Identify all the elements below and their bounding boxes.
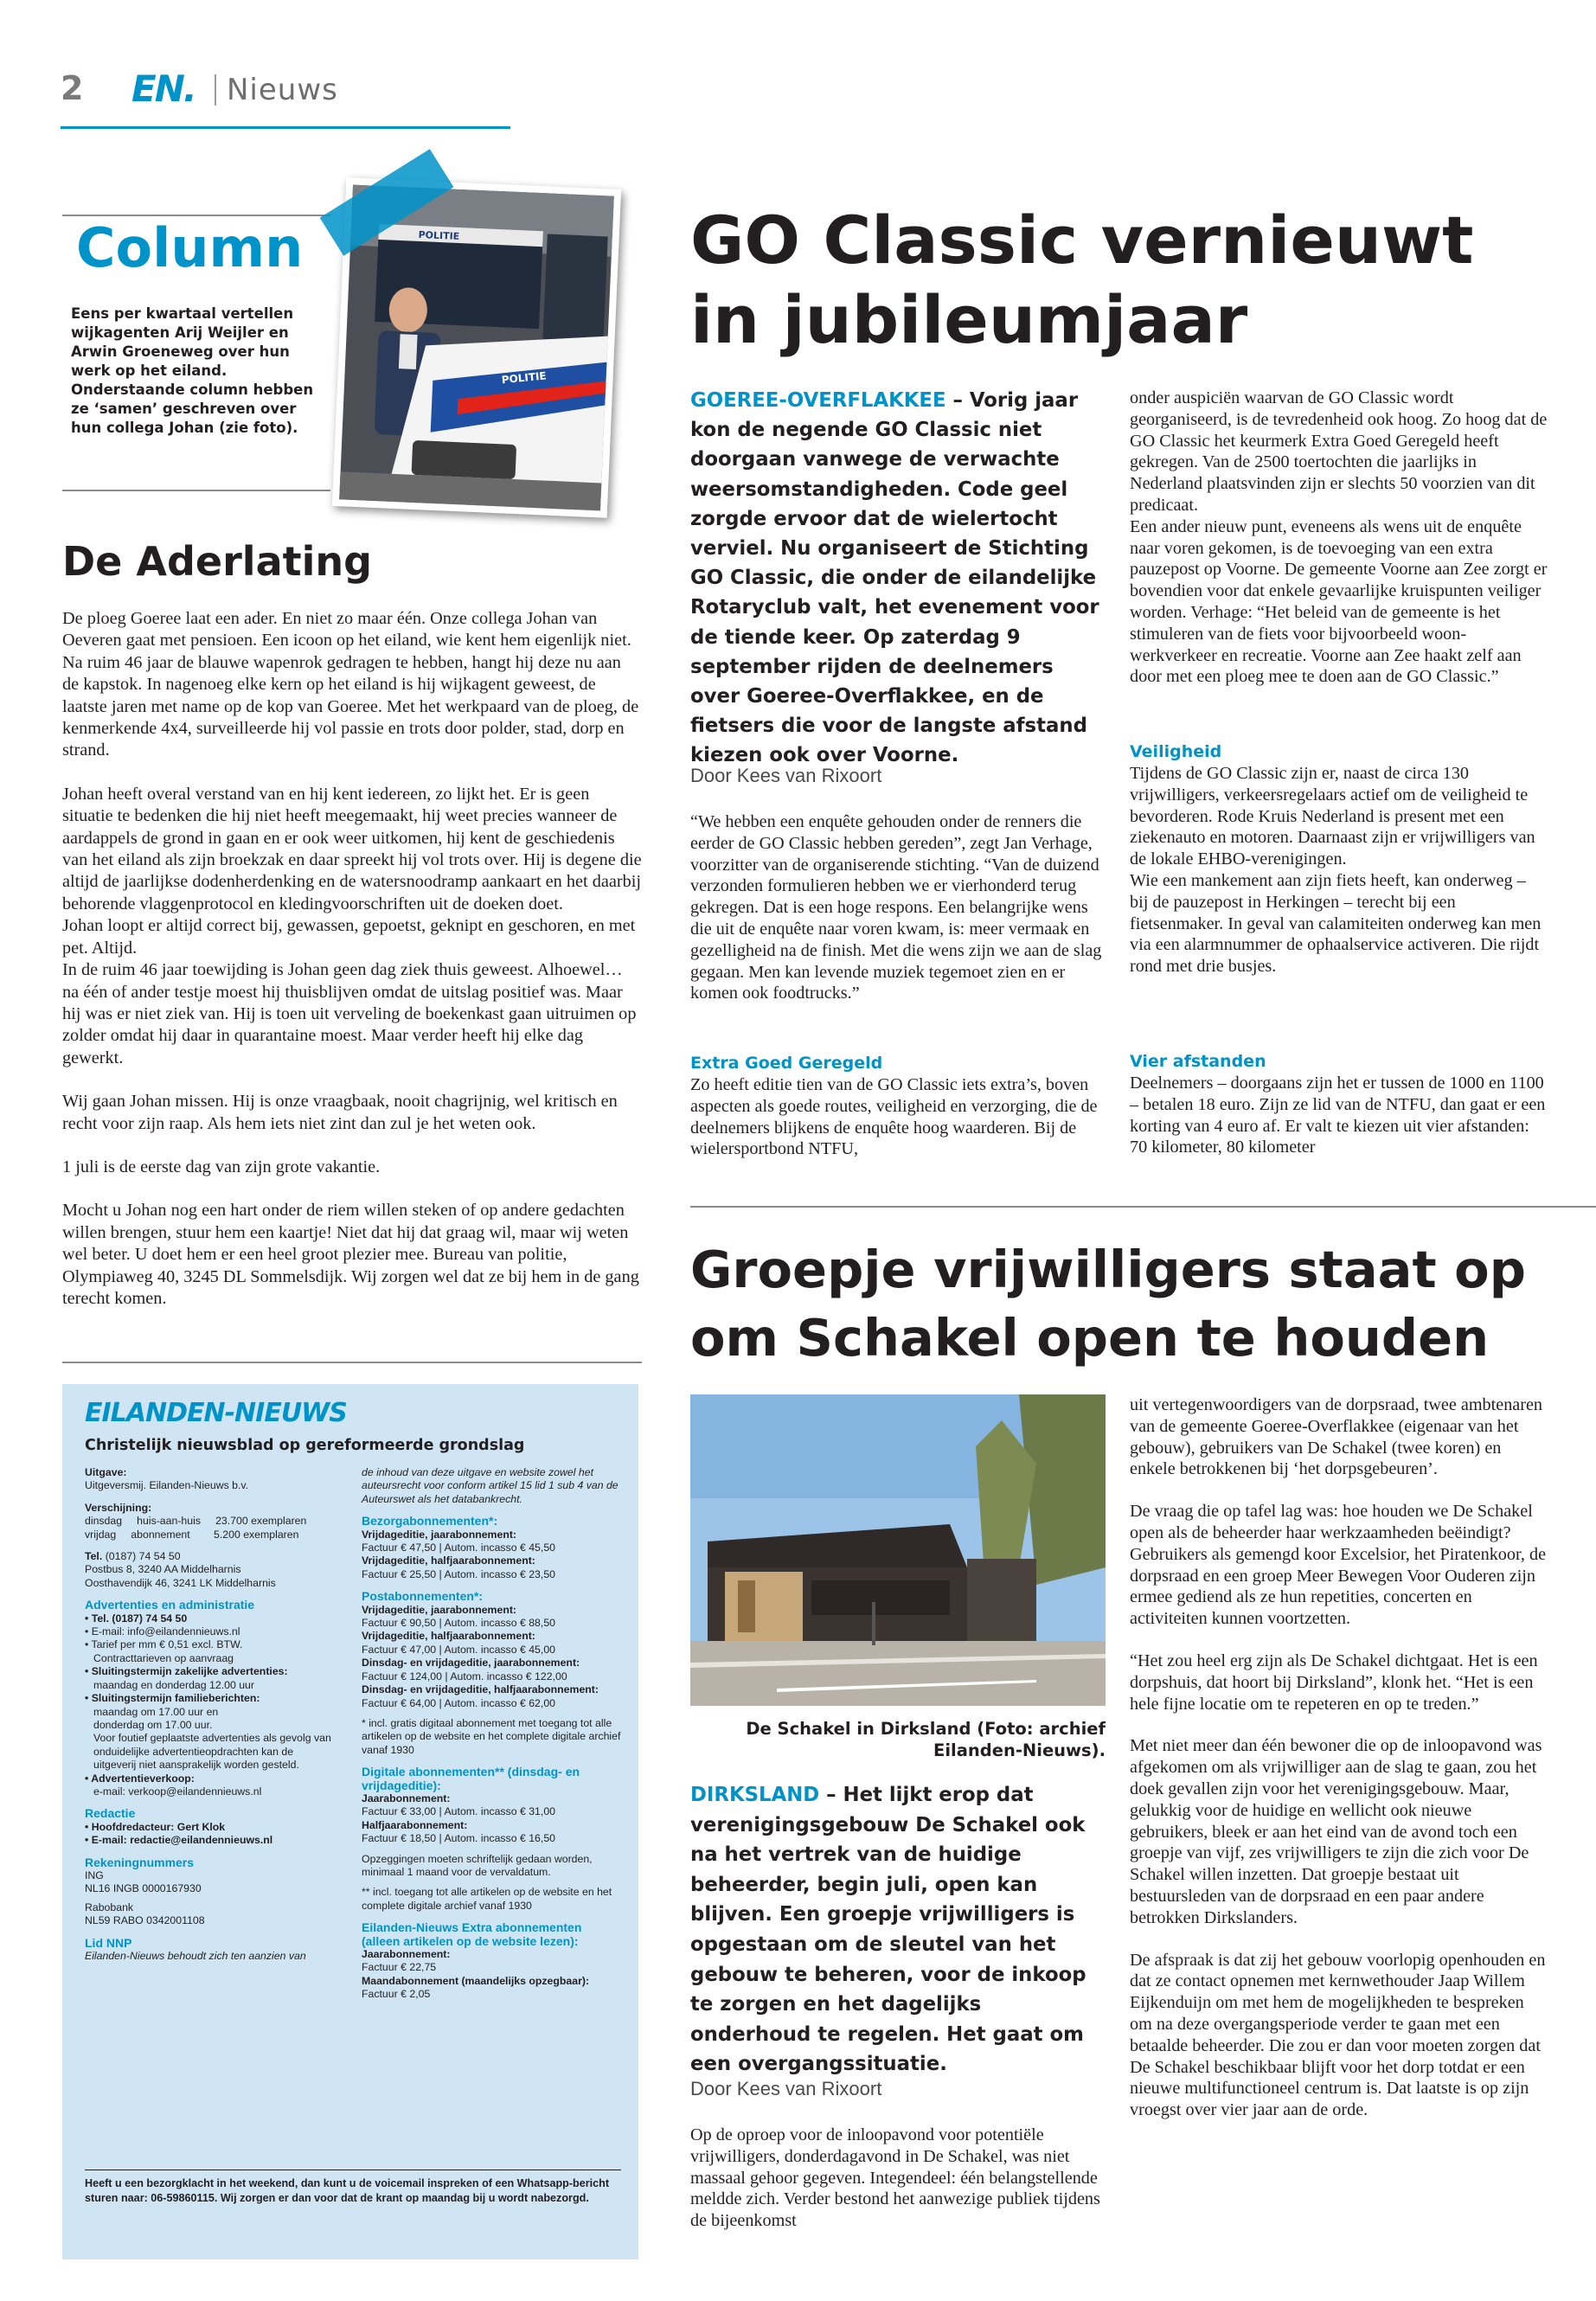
colophon-left-column	[85, 1466, 336, 1963]
schakel-byline: Door Kees van Rixoort	[690, 2078, 882, 2099]
colophon-heading: Lid NNP	[85, 1935, 132, 1950]
colophon-item: • Hoofdredacteur: Gert Klok	[85, 1820, 226, 1833]
go-classic-body-right	[1130, 388, 1548, 688]
go-classic-subheading: Extra Goed Geregeld	[690, 1054, 883, 1073]
colophon-text: (0187) 74 54 50	[105, 1550, 181, 1563]
colophon-footer: Heeft u een bezorgklacht in het weekend, dan kunt u de voicemail inspreken of een Whatsapp-bericht sturen naar: 06-59860115. Wij zorgen er dan voor dat de krant op maandag bij u wordt nabezorgd.	[85, 2177, 610, 2204]
colophon-item: Factuur € 25,50 | Autom. incasso € 23,50	[362, 1567, 555, 1580]
colophon-label: Tel.	[85, 1550, 103, 1563]
colophon-item: • E-mail: info@eilandennieuws.nl	[85, 1625, 240, 1638]
colophon-text: ** incl. toegang tot alle artikelen op de website en het complete digitale archief vanaf 1930	[362, 1886, 612, 1912]
colophon-heading: Advertenties en administratie	[85, 1598, 255, 1612]
go-classic-paragraph: Tijdens de GO Classic zijn er, naast de circa 130 vrijwilligers, verkeersregelaars actief om de veiligheid te bevorderen. Rode Kruis Nederland is present met een ziekenauto en motoren. Daarnaast zijn er vrijwilligers van de lokale EHBO-verenigingen.	[1130, 764, 1535, 869]
colophon-text: Opzeggingen moeten schriftelijk gedaan worden, minimaal 1 maand voor de vervaldatum.	[362, 1852, 593, 1878]
colophon-item: Vrijdageditie, jaarabonnement:	[362, 1603, 517, 1616]
colophon-item: Voor foutief geplaatste advertenties als gevolg van onduidelijke advertentieopdrachten kan de uitgeverij niet aansprakelijk worden gesteld.	[93, 1732, 331, 1772]
go-classic-body: “We hebben een enquête gehouden onder de renners die eerder de GO Classic hebben gereden”, zegt Jan Verhage, voorzitter van de organiserende stichting. “Van de duizend verzonden formulieren hebben we er vierhonderd terug gekregen. Dat is een hoge respons. Een belangrijke wens die uit de enquête naar voren kwam, is: meer vermaak en gezelligheid na de finish. Met die wens zijn we aan de slag gegaan. Men kan levende muziek tegemoet zien en er komen ook foodtrucks.”	[690, 812, 1102, 1003]
colophon-heading: Eilanden-Nieuws Extra abonnementen (alleen artikelen op de website lezen):	[362, 1920, 582, 1948]
colophon-heading: Bezorgabonnementen*:	[362, 1514, 498, 1529]
column-paragraph: Johan heeft overal verstand van en hij kent iedereen, zo lijkt het. Er is geen situatie te bedenken die hij niet heeft meegemaakt, hij weet precies wanneer de aardappels de grond in gaan en er ook weer uitkomen, hij kent de geschiedenis van het eiland als zijn broekzak en daar spreekt hij vol trots over. Hij is degene die altijd de jaarlijkse dodenherdenking en de watersnoodramp aankaart en het daarbij behorende vlaggenprotocol en kledingvoorschriften uit de doeken doet.	[62, 784, 642, 913]
colophon-item: Halfjaarabonnement:	[362, 1818, 468, 1831]
go-classic-paragraph: Een ander nieuw punt, eveneens als wens uit de enquête naar voren gekomen, is de toevoeging van een extra pauzepost op Voorne. De gemeente Voorne aan Zee zorgt er bovendien voor dat enkele gevaarlijke kruispunten veiliger worden. Verhage: “Het beleid van de gemeente is het stimuleren van de fiets voor bijvoorbeeld woon-werkverkeer en recreatie. Voorne aan Zee haakt zelf aan door met een ploeg mee te doen aan de GO Classic.”	[1130, 516, 1548, 687]
column-headline: De Aderlating	[62, 538, 373, 585]
colophon-label: Uitgave:	[85, 1466, 127, 1478]
colophon-item: Factuur € 64,00 | Autom. incasso € 62,00	[362, 1696, 555, 1709]
section-label: Nieuws	[227, 73, 338, 107]
colophon-item: maandag en donderdag 12.00 uur	[93, 1678, 254, 1691]
colophon-item: Dinsdag- en vrijdageditie, halfjaarabonnement:	[362, 1683, 599, 1696]
schakel-lead-text: – Het lijkt erop dat verenigingsgebouw De Schakel ook na het vertrek van de huidige beheerder, begin juli, open kan blijven. Een groepje vrijwilligers is opgestaan om de sleutel van het gebouw te beheren, voor de inkoop te zorgen en het dagelijks onderhoud te regelen. Het gaat om een overgangssituatie.	[690, 1784, 1086, 2076]
colophon-item: • Sluitingstermijn familieberichten:	[85, 1692, 260, 1705]
colophon-label: Verschijning:	[85, 1501, 152, 1514]
colophon-item: Jaarabonnement:	[362, 1791, 451, 1804]
colophon-item: Factuur € 18,50 | Autom. incasso € 16,50	[362, 1832, 555, 1845]
colophon-item: Factuur € 47,50 | Autom. incasso € 45,50	[362, 1541, 555, 1554]
colophon-text: Postbus 8, 3240 AA Middelharnis	[85, 1563, 241, 1576]
schakel-paragraph: De afspraak is dat zij het gebouw voorlopig openhouden en dat ze contact opnemen met kernwethouder Jaap Willem Eijkenduijn om met hem de mogelijkheden te bespreken om na deze overgangsperiode verder te gaan met een betaalde beheerder. Die zou er dan voor moeten zorgen dat De Schakel beschikbaar blijft voor het dorp totdat er een nieuwe multifunctioneel centrum is. Dat laatste is op zijn vroegst over vier jaar aan de orde.	[1130, 1950, 1546, 2120]
column-divider	[62, 1362, 642, 1363]
colophon-item: • Advertentieverkoop:	[85, 1772, 195, 1785]
column-paragraph: De ploeg Goeree laat een ader. En niet zo maar één. Onze collega Johan van Oeveren gaat met pensioen. Een icoon op het eiland, wie kent hem eigenlijk niet. Na ruim 46 jaar de blauwe wapenrok gedragen te hebben, hangt hij deze nu aan de kapstok. In nagenoeg elke kern op het eiland is hij wijkagent geweest, de laatste jaren met name op de kop van Goeree. Met het werkpaard van de ploeg, de kenmerkende 4x4, surveilleerde hij vol passie en trots door polder, stad, dorp en strand.	[62, 609, 639, 760]
go-classic-body: Zo heeft editie tien van de GO Classic iets extra’s, boven aspecten als goede routes, veiligheid en verzorging, die de deelnemers blijkens de enquête hoog waarderen. Bij de wielersportbond NTFU,	[690, 1075, 1098, 1159]
schakel-paragraph: De vraag die op tafel lag was: hoe houden we De Schakel open als de beheerder haar werkzaamheden beëindigt? Gebruikers als gemengd koor Excelsior, het Piratenkoor, de dorpsraad en een groep Meer Bewegen Voor Ouderen zijn ermee gediend als ze hun repetities, concerten en activiteiten kunnen voortzetten.	[1130, 1502, 1547, 1629]
article-divider	[690, 1206, 1596, 1208]
masthead-separator	[215, 74, 216, 106]
schakel-paragraph: “Het zou heel erg zijn als De Schakel dichtgaat. Het is een dorpshuis, dat hoort bij Dirksland”, klonk het. “Het is een hele fijne locatie om te repeteren en op te treden.”	[1130, 1650, 1538, 1714]
go-classic-paragraph: Wie een mankement aan zijn fiets heeft, kan onderweg – bij de pauzepost in Herkingen – terecht bij een fietsenmaker. In geval van calamiteiten onderweg kan men via een alarmnummer de ophaalservice activeren. Die rijdt rond met drie busjes.	[1130, 870, 1542, 977]
colophon-item: • Tel. (0187) 74 54 50	[85, 1612, 188, 1625]
go-classic-dateline: GOEREE-OVERFLAKKEE	[690, 389, 946, 412]
column-intro: Eens per kwartaal vertellen wijkagenten Arij Weijler en Arwin Groeneweg over hun werk op het eiland. Onderstaande column hebben ze ‘samen’ geschreven over hun collega Johan (zie foto).	[71, 305, 314, 436]
column-paragraph: Wij gaan Johan missen. Hij is onze vraagbaak, nooit chagrijnig, wel kritisch en recht voor zijn raap. Als hem iets niet zint dan zul je het weten ook.	[62, 1092, 618, 1133]
colophon-subtitle: Christelijk nieuwsblad op gereformeerde grondslag	[85, 1437, 525, 1454]
colophon-item: Dinsdag- en vrijdageditie, jaarabonnement:	[362, 1657, 580, 1670]
colophon-item: Rabobank	[85, 1900, 134, 1913]
colophon-item: Factuur € 33,00 | Autom. incasso € 31,00	[362, 1805, 555, 1818]
schakel-photo	[690, 1394, 1106, 1706]
colophon-item: donderdag om 17.00 uur.	[93, 1718, 213, 1731]
colophon-item: • Sluitingstermijn zakelijke advertenties:	[85, 1665, 288, 1678]
schakel-dateline: DIRKSLAND	[690, 1784, 820, 1806]
en-logo: EN.	[131, 67, 195, 110]
colophon-logo: EILANDEN-NIEUWS	[85, 1398, 347, 1428]
schakel-lead	[690, 1780, 1106, 2080]
colophon-item: ING	[85, 1868, 104, 1881]
column-paragraph: Mocht u Johan nog een hart onder de riem willen steken of op andere gedachten willen brengen, stuur hem een kaartje! Niet dat hij dat graag wil, maar wij weten wel beter. U doet hem er een heel groot plezier mee. Bureau van politie, Olympiaweg 40, 3245 DL Sommelsdijk. Wij zorgen wel dat ze bij hem in de gang terecht komen.	[62, 1201, 639, 1308]
colophon-item: Factuur € 22,75	[362, 1961, 437, 1974]
colophon-right-column	[362, 1466, 621, 2002]
colophon-item: e-mail: verkoop@eilandennieuws.nl	[93, 1785, 262, 1798]
colophon-item: Maandabonnement (maandelijks opzegbaar):	[362, 1974, 590, 1987]
masthead-rule	[61, 126, 510, 129]
photo-sign-text: POLITIE	[418, 228, 460, 243]
schakel-body-right	[1130, 1394, 1548, 2121]
go-classic-lead	[690, 386, 1104, 771]
go-classic-headline: GO Classic vernieuwt in jubileumjaar	[690, 202, 1474, 358]
go-classic-byline: Door Kees van Rixoort	[690, 765, 882, 786]
colophon-item: Jaarabonnement:	[362, 1948, 451, 1960]
go-classic-subheading: Veiligheid	[1130, 742, 1222, 761]
go-classic-body-right	[1130, 763, 1548, 977]
column-body	[62, 608, 642, 1310]
colophon-text: de inhoud van deze uitgave en website zowel het auteursrecht voor conform artikel 15 lid 1 sub 4 van de Auteurswet als het databankrecht.	[362, 1466, 619, 1505]
building-photo-illustration	[690, 1394, 1106, 1706]
colophon-item: Factuur € 47,00 | Autom. incasso € 45,00	[362, 1643, 555, 1656]
colophon-text: Eilanden-Nieuws behoudt zich ten aanzien van	[85, 1950, 306, 1962]
column-paragraph: Johan loopt er altijd correct bij, gewassen, gepoetst, geknipt en geschoren, en met pet. Altijd.	[62, 916, 636, 958]
colophon-heading: Postabonnementen*:	[362, 1589, 484, 1604]
colophon-item: NL16 INGB 0000167930	[85, 1882, 202, 1895]
schakel-headline: Groepje vrijwilligers staat op om Schakel open te houden	[690, 1240, 1526, 1368]
go-classic-subheading: Vier afstanden	[1130, 1052, 1266, 1071]
colophon-item: Vrijdageditie, jaarabonnement:	[362, 1528, 517, 1541]
schakel-paragraph: Met niet meer dan één bewoner die op de inloopavond was afgekomen om als vrijwilliger aan de slag te gaan, zou het doek gevallen zijn voor het verenigingsgebouw. Maar, gelukkig voor de huidige en wellicht ook nieuwe gebruikers, bleek er aan het eind van de avond toch een groepje van vijf, zes vrijwilligers te zijn die zich voor De Schakel willen inzetten. Dat groepje bestaat uit bestuursleden van de dorpsraad en een paar andere betrokken Dirkslanders.	[1130, 1736, 1542, 1927]
colophon-text: Oosthavendijk 46, 3241 LK Middelharnis	[85, 1576, 276, 1589]
colophon-text: dinsdag huis-aan-huis 23.700 exemplaren	[85, 1515, 307, 1528]
schakel-photo-caption: De Schakel in Dirksland (Foto: archief Eilanden-Nieuws).	[746, 1719, 1106, 1760]
colophon-item: • E-mail: redactie@eilandennieuws.nl	[85, 1834, 273, 1847]
colophon-item: Contracttarieven op aanvraag	[93, 1651, 234, 1664]
column-paragraph: 1 juli is de eerste dag van zijn grote vakantie.	[62, 1157, 381, 1176]
schakel-body: Op de oproep voor de inloopavond voor potentiële vrijwilligers, donderdagavond in De Schakel, was niet massaal gehoor gegeven. Integendeel: één belangstellende meldde zich. Verder bestond het aanwezige publiek tijdens de bijeenkomst	[690, 2125, 1100, 2231]
colophon-item: Factuur € 2,05	[362, 1988, 431, 2001]
go-classic-lead-text: – Vorig jaar kon de negende GO Classic niet doorgaan vanwege de verwachte weersomstandigheden. Code geel zorgde ervoor dat de wielertocht verviel. Nu organiseert de Stichting GO Classic, die onder de eilandelijke Rotaryclub valt, het evenement voor de tiende keer. Op zaterdag 9 september rijden de deelnemers over Goeree-Overflakkee, en de fietsers die voor de langste afstand kiezen ook over Voorne.	[690, 389, 1099, 767]
colophon-heading: Digitale abonnementen** (dinsdag- en vrijdageditie):	[362, 1765, 580, 1792]
column-title: Column	[76, 216, 304, 279]
go-classic-paragraph: onder auspiciën waarvan de GO Classic wordt georganiseerd, is de tevredenheid ook hoog. Zo hoog dat de GO Classic het keurmerk Extra Goed Geregeld heeft gekregen. Van de 2500 toertochten die jaarlijks in Nederland plaatsvinden zijn er slechts 50 voorzien van dit predicaat.	[1130, 388, 1548, 515]
colophon-heading: Redactie	[85, 1806, 136, 1821]
colophon-item: • Tarief per mm € 0,51 excl. BTW.	[85, 1638, 243, 1651]
colophon-text: vrijdag abonnement 5.200 exemplaren	[85, 1528, 299, 1541]
colophon-item: Vrijdageditie, halfjaarabonnement:	[362, 1554, 535, 1567]
colophon-item: maandag om 17.00 uur en	[93, 1705, 219, 1718]
colophon-item: Factuur € 90,50 | Autom. incasso € 88,50	[362, 1617, 555, 1630]
photo-car-text: POLITIE	[501, 369, 548, 387]
go-classic-body-right: Deelnemers – doorgaans zijn het er tussen de 1000 en 1100 – betalen 18 euro. Zijn ze lid van de NTFU, dan gaat er een korting van 4 euro af. Er valt te kiezen uit vier afstanden: 70 kilometer, 80 kilometer	[1130, 1074, 1546, 1157]
column-paragraph: In de ruim 46 jaar toewijding is Johan geen dag ziek thuis geweest. Alhoewel… na één of ander testje moest hij thuisblijven omdat de uitslag positief was. Maar hij was er niet ziek van. Hij is toen uit verveling de boekenkast gaan uitruimen op zolder omdat hij daar in quarantaine moest. Maar verder heeft hij elke dag gewerkt.	[62, 960, 637, 1067]
colophon-item: Vrijdageditie, halfjaarabonnement:	[362, 1630, 535, 1643]
page-number: 2	[61, 69, 84, 107]
colophon-heading: Rekeningnummers	[85, 1855, 195, 1869]
colophon-text: * incl. gratis digitaal abonnement met toegang tot alle artikelen op de website en het complete digitale archief vanaf 1930	[362, 1716, 621, 1756]
schakel-paragraph: uit vertegenwoordigers van de dorpsraad, twee ambtenaren van de gemeente Goeree-Overflakkee (eigenaar van het gebouw), gebruikers van De Schakel (twee koren) en enkele betrokkenen bij ‘het dorpsgebeuren’.	[1130, 1395, 1543, 1479]
colophon-item: NL59 RABO 0342001108	[85, 1914, 205, 1927]
colophon-text: Uitgeversmij. Eilanden-Nieuws b.v.	[85, 1479, 249, 1492]
colophon-item: Factuur € 124,00 | Autom. incasso € 122,00	[362, 1670, 567, 1682]
